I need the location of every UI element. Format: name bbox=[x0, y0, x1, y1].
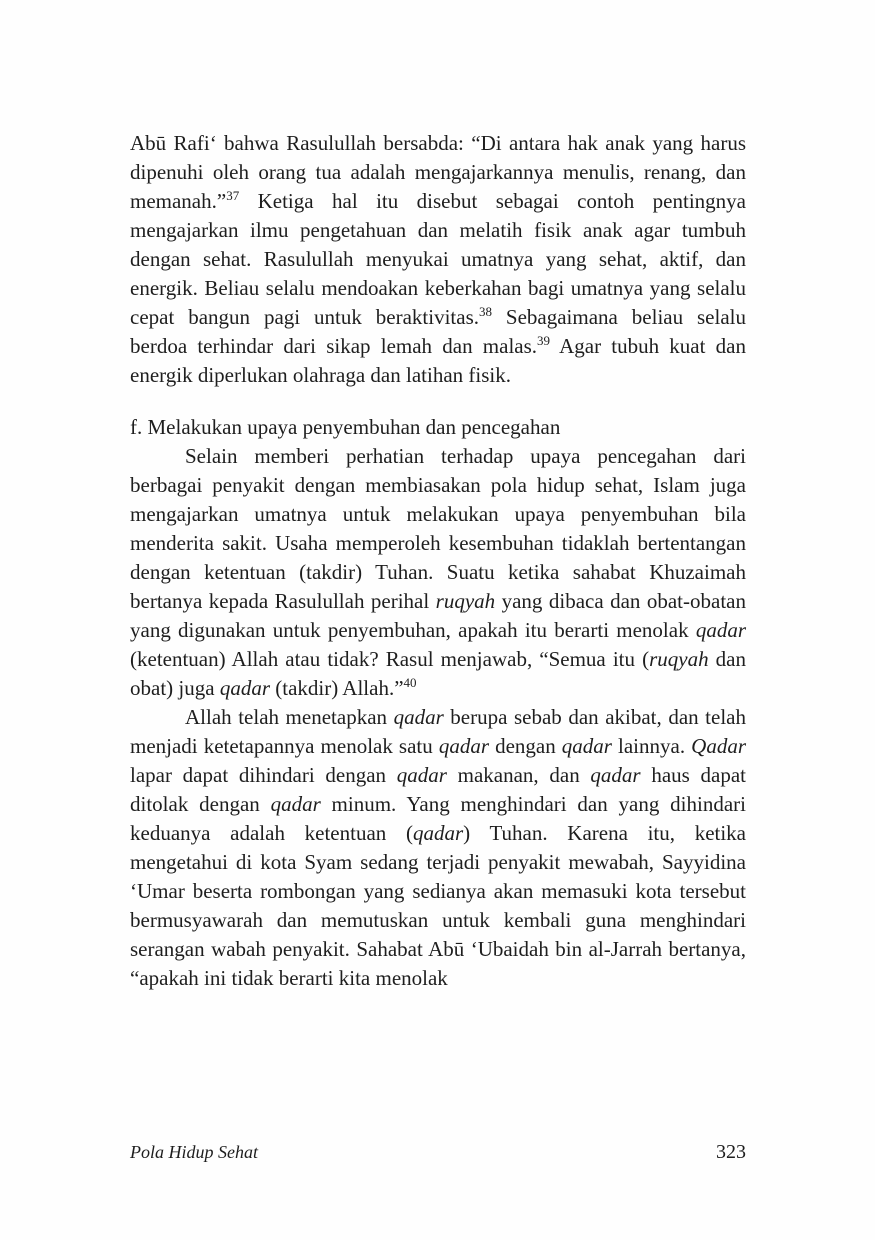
footnote-ref: 37 bbox=[226, 188, 240, 203]
italic-term: qadar bbox=[561, 734, 612, 758]
page-number: 323 bbox=[716, 1141, 746, 1163]
text-run: Sebagaimana beliau selalu berdoa terhindar dari sikap lemah dan malas. bbox=[130, 305, 746, 358]
text-run: Allah telah menetapkan bbox=[185, 705, 394, 729]
page-footer bbox=[130, 1141, 746, 1164]
text-run: lapar dapat dihindari dengan bbox=[130, 763, 397, 787]
text-run: haus dapat ditolak dengan bbox=[130, 763, 746, 816]
text-run: minum. Yang menghindari dan yang dihindari keduanya adalah ketentuan ( bbox=[130, 792, 746, 845]
footnote-ref: 38 bbox=[479, 304, 492, 319]
text-run: (ketentuan) Allah atau tidak? Rasul menjawab, “Semua itu ( bbox=[130, 647, 650, 671]
italic-term: qadar bbox=[695, 618, 746, 642]
italic-term: qadar bbox=[219, 676, 270, 700]
footnote-ref: 39 bbox=[537, 333, 551, 348]
italic-term: qadar bbox=[393, 705, 444, 729]
italic-term: qadar bbox=[270, 792, 321, 816]
body-text-block bbox=[130, 129, 746, 993]
text-run: Agar tubuh kuat dan energik diperlukan olahraga dan latihan fisik. bbox=[130, 334, 746, 387]
italic-term: ruqyah bbox=[435, 589, 496, 613]
text-run: (takdir) Allah.” bbox=[270, 676, 404, 700]
text-run: Selain memberi perhatian terhadap upaya pencegahan dari berbagai penyakit dengan membiasakan pola hidup sehat, Islam juga mengajarkan umatnya untuk melakukan upaya penyembuhan bila menderita sakit. Usaha memperoleh kesembuhan tidaklah bertentangan dengan ketentuan (takdir) Tuhan. Suatu ketika sahabat Khuzaimah bertanya kepada Rasulullah perihal bbox=[130, 444, 746, 613]
text-run: dengan bbox=[489, 734, 562, 758]
text-run: makanan, dan bbox=[446, 763, 591, 787]
footnote-ref: 40 bbox=[403, 675, 417, 690]
text-run: yang dibaca dan obat-obatan yang digunakan untuk penyembuhan, apakah itu berarti menolak bbox=[130, 589, 746, 642]
text-run: berupa sebab dan akibat, dan telah menjadi ketetapannya menolak satu bbox=[130, 705, 746, 758]
italic-term: qadar bbox=[396, 763, 447, 787]
text-run: ) Tuhan. Karena itu, ketika mengetahui di kota Syam sedang terjadi penyakit mewabah, Sayyidina ‘Umar beserta rombongan yang sedianya akan memasuki kota tersebut bermusyawarah dan memutuskan untuk kembali guna menghindari serangan wabah penyakit. Sahabat Abū ‘Ubaidah bin al-Jarrah bertanya, “apakah ini tidak berarti kita menolak bbox=[130, 821, 747, 990]
text-run: lainnya. bbox=[611, 734, 692, 758]
section-heading-f bbox=[130, 413, 746, 442]
italic-term: Qadar bbox=[691, 734, 746, 758]
text-run: dan obat) juga bbox=[130, 647, 746, 700]
text-run: f. Melakukan upaya penyembuhan dan pencegahan bbox=[130, 415, 561, 439]
paragraph-continuation bbox=[130, 129, 746, 390]
italic-term: qadar bbox=[412, 821, 464, 845]
italic-term: ruqyah bbox=[649, 647, 709, 671]
paragraph-penyembuhan bbox=[130, 442, 746, 703]
italic-term: qadar bbox=[590, 763, 641, 787]
text-run: Abū Rafi‘ bahwa Rasulullah bersabda: “Di antara hak anak yang harus dipenuhi oleh orang tua adalah mengajarkannya menulis, renang, dan memanah.” bbox=[130, 131, 746, 213]
paragraph-qadar bbox=[130, 703, 746, 993]
running-footer-title: Pola Hidup Sehat bbox=[130, 1142, 258, 1162]
italic-term: qadar bbox=[438, 734, 489, 758]
text-run: Ketiga hal itu disebut sebagai contoh pentingnya mengajarkan ilmu pengetahuan dan melatih fisik anak agar tumbuh dengan sehat. Rasulullah menyukai umatnya yang sehat, aktif, dan energik. Beliau selalu mendoakan keberkahan bagi umatnya yang selalu cepat bangun pagi untuk beraktivitas. bbox=[130, 189, 746, 329]
